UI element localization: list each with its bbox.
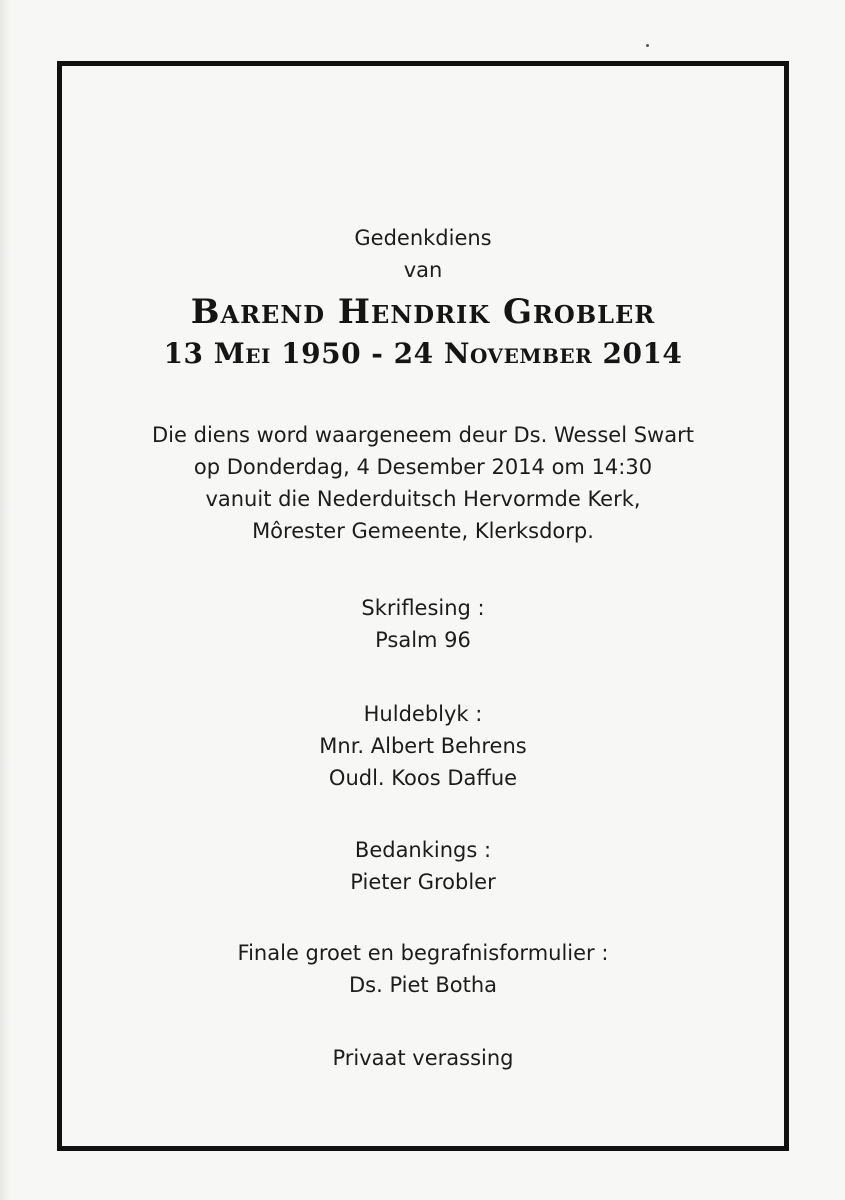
service-line-3: vanuit die Nederduitsch Hervormde Kerk, [205,487,641,511]
memorial-header [57,222,789,286]
program-item-final-greeting [57,937,789,1001]
life-dates [57,334,789,374]
service-details [57,419,789,547]
program-item-scripture [57,592,789,656]
paper-speck [646,44,649,47]
service-line-2: op Donderdag, 4 Desember 2014 om 14:30 [193,455,653,479]
program-person: Psalm 96 [375,628,471,652]
program-heading: Finale groet en begrafnisformulier : [237,941,609,965]
program-heading: Bedankings : [354,838,492,862]
deceased-name [57,291,789,333]
intro-line-1: Gedenkdiens [354,226,492,250]
program-person: Oudl. Koos Daffue [328,766,518,790]
program-person: Pieter Grobler [350,870,496,894]
intro-line-2: van [403,258,443,282]
life-dates-text: 13 Mei 1950 - 24 November 2014 [163,337,683,370]
closing-note [57,1042,789,1074]
deceased-name-text: Barend Hendrik Grobler [190,292,656,332]
closing-text: Privaat verassing [332,1046,514,1070]
program-heading: Skriflesing : [361,596,485,620]
service-line-1: Die diens word waargeneem deur Ds. Wessel Swart [152,423,694,447]
program-item-tribute [57,698,789,794]
program-item-thanks [57,834,789,898]
program-person: Ds. Piet Botha [349,973,497,997]
paper-edge [0,0,10,1200]
program-heading: Huldeblyk : [363,702,483,726]
service-line-4: Môrester Gemeente, Klerksdorp. [252,519,594,543]
program-person: Mnr. Albert Behrens [319,734,527,758]
